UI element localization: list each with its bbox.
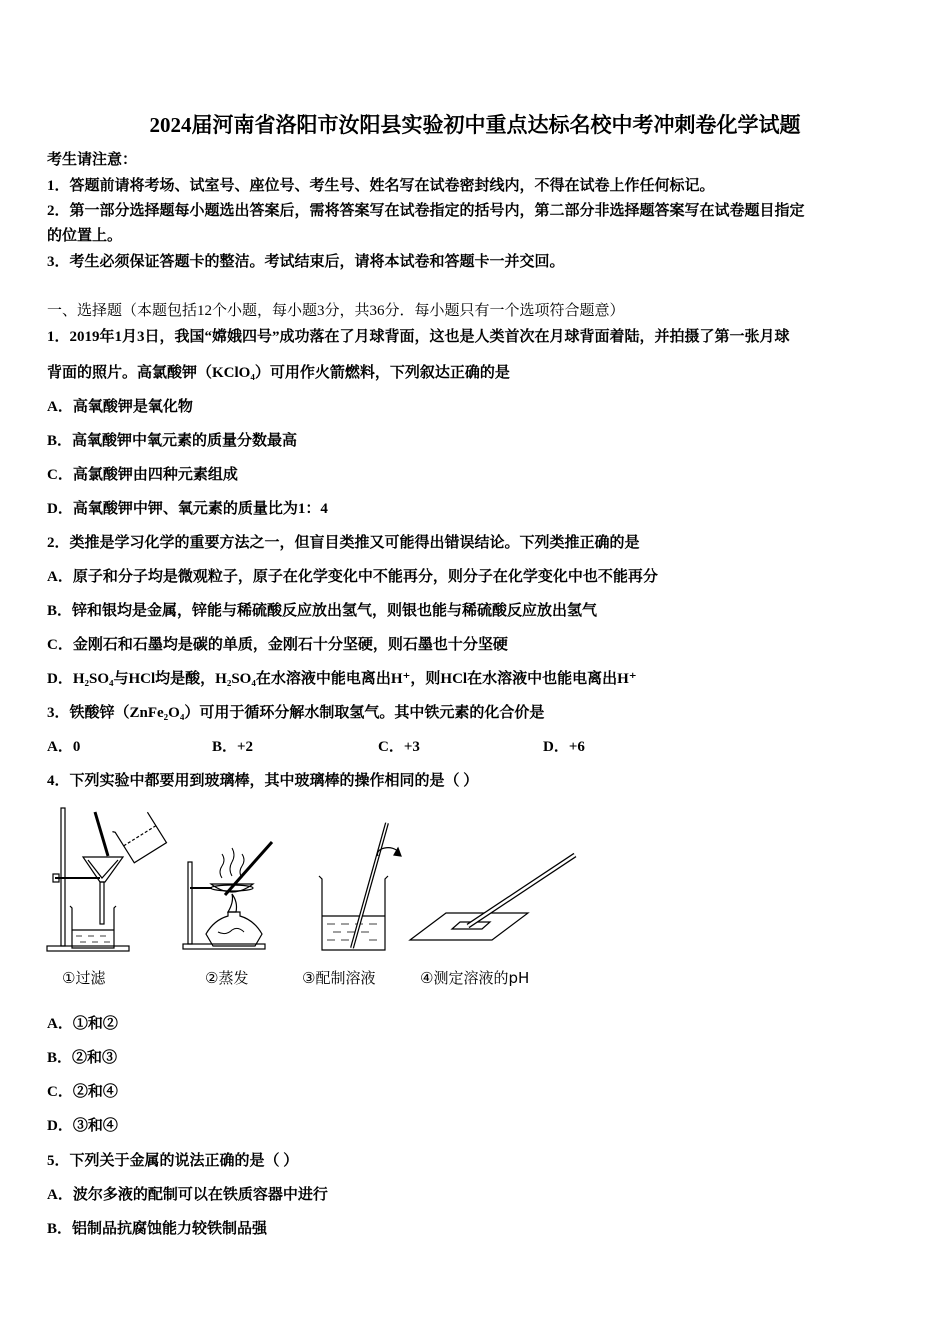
- question-1-option-a: A．高氧酸钾是氧化物: [47, 399, 193, 415]
- question-2-option-c: C．金刚石和石墨均是碳的单质，金刚石十分坚硬，则石墨也十分坚硬: [47, 637, 508, 653]
- question-5-option-a: A．波尔多液的配制可以在铁质容器中进行: [47, 1187, 328, 1203]
- ph-test-apparatus: [410, 855, 575, 940]
- question-3-option-c: C．+3: [378, 739, 420, 755]
- notice-line: 3．考生必须保证答题卡的整洁。考试结束后，请将本试卷和答题卡一并交回。: [47, 254, 565, 270]
- question-3-option-d: D．+6: [543, 739, 585, 755]
- lamp-fuel: [218, 928, 244, 933]
- question-1-stem: 背面的照片。高氯酸钾（KClO₄）可用作火箭燃料，下列叙达正确的是: [47, 365, 510, 381]
- question-3-option-a: A．0: [47, 739, 81, 755]
- filter-paper: [88, 860, 118, 878]
- exam-title: 2024届河南省洛阳市汝阳县实验初中重点达标名校中考冲刺卷化学试题: [149, 113, 801, 137]
- question-5-stem: 5．下列关于金属的说法正确的是（ ）: [47, 1153, 299, 1169]
- flame: [228, 894, 237, 912]
- figure-label-filtration: ①过滤: [62, 969, 106, 987]
- evaporation-apparatus: [183, 842, 272, 949]
- question-1-stem: 1．2019年1月3日，我国“嫦娥四号”成功落在了月球背面，这也是人类首次在月球背面着陆，并拍摄了第一张月球: [47, 329, 790, 345]
- notice-line: 1．答题前请将考场、试室号、座位号、考生号、姓名写在试卷密封线内，不得在试卷上作任何标记。: [47, 178, 715, 194]
- question-3-option-b: B．+2: [212, 739, 254, 755]
- notice-line: 2．第一部分选择题每小题选出答案后，需将答案写在试卷指定的括号内，第二部分非选择题答案写在试卷题目指定: [47, 203, 805, 219]
- question-2-option-a: A．原子和分子均是微观粒子，原子在化学变化中不能再分，则分子在化学变化中也不能再分: [47, 569, 658, 585]
- notice-heading: 考生请注意：: [47, 152, 138, 168]
- filtrate-hatch: [76, 936, 110, 942]
- glass-rod: [95, 812, 108, 856]
- glass-rod-highlight: [468, 855, 575, 926]
- question-2-option-b: B．锌和银均是金属，锌能与稀硫酸反应放出氢气，则银也能与稀硫酸反应放出氢气: [47, 603, 598, 619]
- glass-rod-experiments-figure: [0, 795, 600, 965]
- question-1-option-b: B．高氧酸钾中氧元素的质量分数最高: [47, 433, 298, 449]
- question-1-option-c: C．高氯酸钾由四种元素组成: [47, 467, 238, 483]
- question-2-stem: 2．类推是学习化学的重要方法之一，但盲目类推又可能得出错误结论。下列类推正确的是: [47, 535, 640, 551]
- section-heading: 一、选择题（本题包括12个小题，每小题3分，共36分．每小题只有一个选项符合题意）: [47, 303, 625, 319]
- stand-rod: [188, 862, 192, 944]
- dissolving-apparatus: [319, 823, 401, 950]
- glass-rod-highlight: [352, 823, 387, 948]
- solution-hatch: [327, 924, 377, 940]
- question-1-option-d: D．高氧酸钾中钾、氧元素的质量比为1：4: [47, 501, 328, 517]
- filtration-apparatus: [47, 808, 166, 951]
- question-4-option-a: A．①和②: [47, 1016, 118, 1032]
- pouring-beaker: [112, 810, 166, 863]
- question-5-option-b: B．铝制品抗腐蚀能力较铁制品强: [47, 1221, 268, 1237]
- figure-label-preparing-solution: ③配制溶液: [302, 969, 376, 987]
- question-4-stem: 4．下列实验中都要用到玻璃棒，其中玻璃棒的操作相同的是（ ）: [47, 773, 479, 789]
- question-3-stem: 3．铁酸锌（ZnFe₂O₄）可用于循环分解水制取氢气。其中铁元素的化合价是: [47, 705, 545, 721]
- question-2-option-d: D．H₂SO₄与HCl均是酸，H₂SO₄在水溶液中能电离出H⁺，则HCl在水溶液中也能电离出H⁺: [47, 671, 637, 687]
- steam: [220, 848, 244, 878]
- question-4-option-d: D．③和④: [47, 1118, 118, 1134]
- question-4-option-c: C．②和④: [47, 1084, 118, 1100]
- pouring-liquid: [124, 826, 156, 846]
- question-4-option-b: B．②和③: [47, 1050, 118, 1066]
- notice-line: 的位置上。: [47, 228, 123, 244]
- funnel-stem: [100, 882, 104, 924]
- figure-label-evaporation: ②蒸发: [205, 969, 249, 987]
- figure-label-measuring-ph: ④测定溶液的pH: [420, 969, 530, 987]
